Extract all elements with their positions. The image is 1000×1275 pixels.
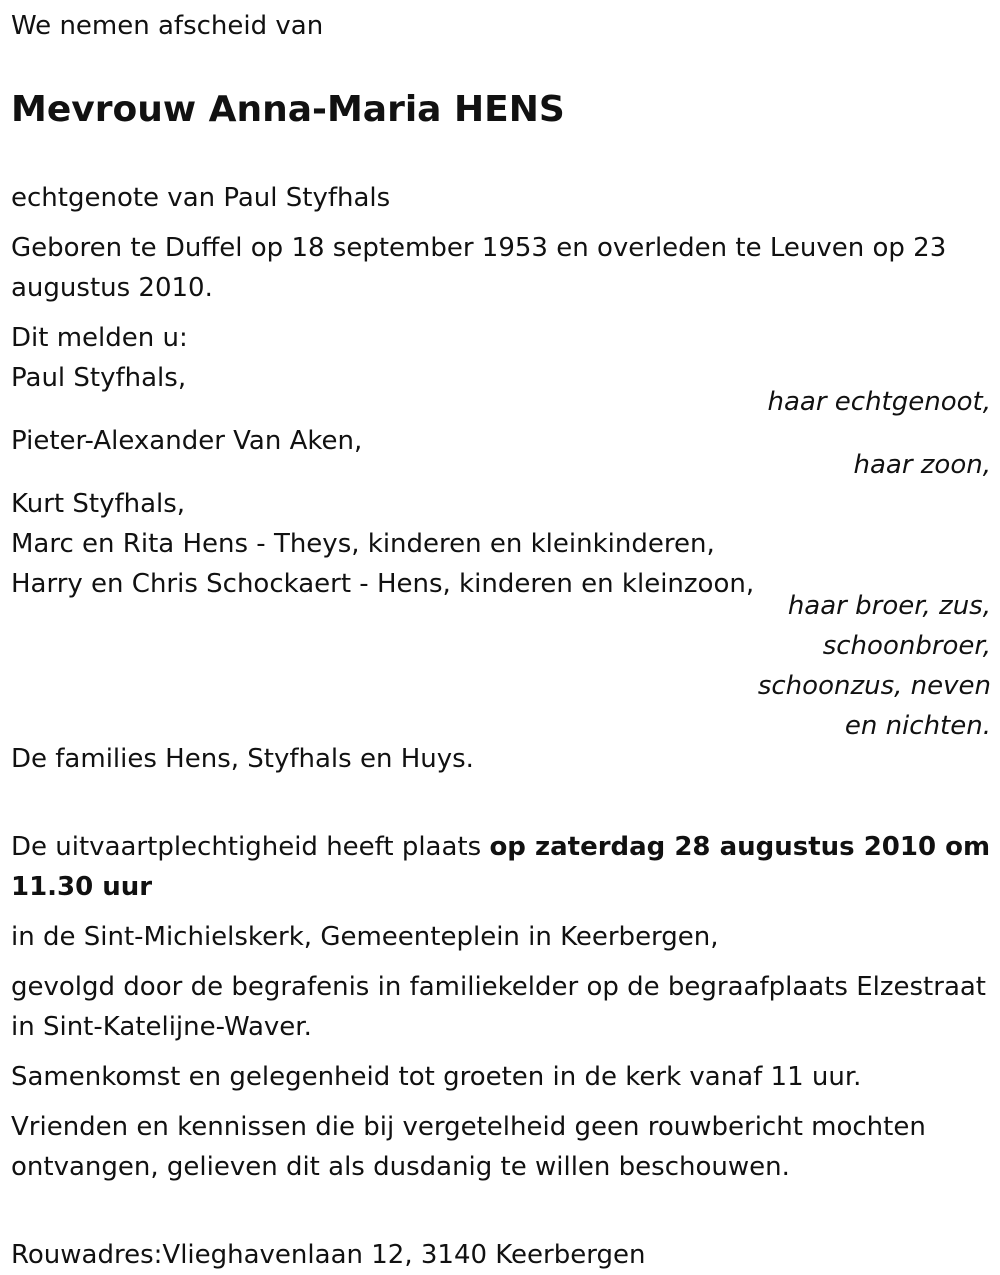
deceased-name: Mevrouw Anna-Maria HENS (11, 89, 565, 130)
ceremony-paragraph (11, 827, 991, 907)
mourner-kurt: Kurt Styfhals, (11, 489, 186, 519)
ceremony-intro: De uitvaartplechtigheid heeft plaats (11, 832, 490, 862)
ceremony-datetime: op zaterdag 28 augustus 2010 om 11.30 uur (11, 832, 991, 902)
role-siblings-3: schoonzus, neven (757, 671, 991, 701)
announcement-block (11, 318, 991, 779)
mourner-paul: Paul Styfhals, (11, 363, 187, 393)
role-siblings-1: haar broer, zus, (787, 591, 991, 621)
gathering-text: Samenkomst en gelegenheid tot groeten in de kerk vanaf 11 uur. (11, 1062, 862, 1092)
mourner-marc: Marc en Rita Hens - Theys, kinderen en kleinkinderen, (11, 529, 715, 559)
notice-text: Vrienden en kennissen die bij vergetelheid geen rouwbericht mochten ontvangen, gelieven dit als dusdanig te willen beschouwen. (11, 1112, 926, 1182)
intro-text: We nemen afscheid van (11, 11, 324, 41)
ceremony-location: in de Sint-Michielskerk, Gemeenteplein in Keerbergen, (11, 922, 719, 952)
burial-text: gevolgd door de begrafenis in familiekelder op de begraafplaats Elzestraat in Sint-Katelijne-Waver. (11, 972, 986, 1042)
role-husband: haar echtgenoot, (767, 387, 991, 417)
birth-death-text: Geboren te Duffel op 18 september 1953 en overleden te Leuven op 23 augustus 2010. (11, 233, 947, 303)
role-siblings-4: en nichten. (844, 711, 991, 741)
mourner-pieter: Pieter-Alexander Van Aken, (11, 426, 363, 456)
obituary-document (11, 6, 991, 1275)
families-line: De families Hens, Styfhals en Huys. (11, 744, 474, 774)
spouse-line: echtgenote van Paul Styfhals (11, 183, 391, 213)
role-siblings-2: schoonbroer, (822, 631, 991, 661)
mourner-harry: Harry en Chris Schockaert - Hens, kinderen en kleinzoon, (11, 569, 755, 599)
address-line: Rouwadres:Vlieghavenlaan 12, 3140 Keerbergen (11, 1240, 646, 1270)
role-son: haar zoon, (853, 450, 991, 480)
announce-intro: Dit melden u: (11, 323, 188, 353)
mourners-list (11, 358, 991, 746)
